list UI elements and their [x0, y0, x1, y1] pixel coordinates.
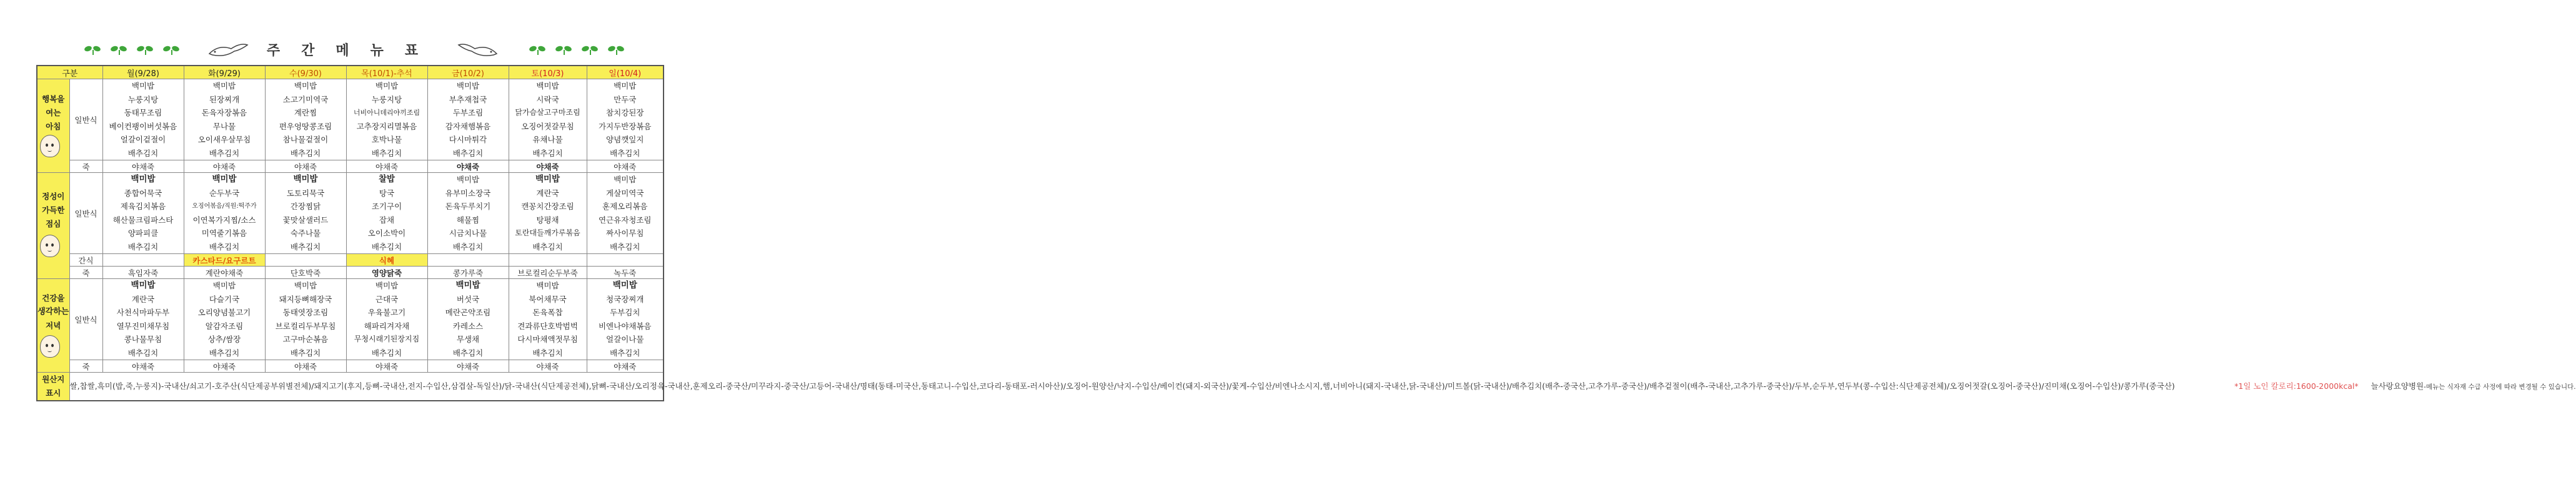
menu-item: 배추김치	[610, 348, 640, 358]
menu-item: 백미밥	[614, 175, 637, 184]
menu-item: 감자채햄볶음	[445, 121, 491, 131]
menu-item: 간장찜닭	[290, 202, 321, 211]
menu-item: 우육불고기	[367, 308, 406, 317]
juk-cell: 야채죽	[265, 160, 346, 173]
menu-item: 백미밥	[536, 81, 559, 91]
menu-item: 백미밥	[293, 174, 318, 184]
menu-item: 백미밥	[212, 81, 236, 91]
header-row	[37, 66, 664, 79]
juk-cell: 흑임자죽	[102, 267, 184, 279]
menu-item: 참나물겉절이	[282, 135, 329, 144]
menu-item: 배추김치	[610, 148, 640, 158]
menu-item: 순두부국	[209, 188, 240, 198]
snack-cell	[509, 254, 587, 267]
menu-item: 종합어묵국	[124, 188, 162, 198]
menu-item: 백미밥	[212, 174, 237, 184]
menu-item: 배추김치	[127, 348, 159, 358]
sprout-decoration-right	[529, 45, 626, 55]
menu-item: 오징어젓갈무침	[521, 121, 574, 131]
menu-item: 동태무조림	[124, 108, 162, 117]
menu-item: 계란국	[536, 188, 559, 198]
menu-item: 돼지등뼈해장국	[279, 294, 332, 304]
menu-item: 양념깻잎지	[606, 135, 644, 144]
menu-item: 배추김치	[610, 242, 640, 252]
menu-item: 백미밥	[455, 280, 480, 290]
lunch-snack-row	[37, 254, 664, 267]
day-header: 목(10/1)-추석	[346, 66, 427, 79]
juk-cell: 야채죽	[587, 360, 664, 373]
menu-item: 다시마튀각	[449, 135, 487, 144]
menu-item: 근대국	[375, 294, 399, 304]
snack-cell: 카스타드/요구르트	[184, 254, 265, 267]
menu-item: 콩나물무침	[124, 335, 162, 344]
menu-cell	[184, 279, 265, 360]
juk-cell: 야채죽	[102, 360, 184, 373]
meal-type-label: 일반식	[69, 79, 102, 160]
menu-cell	[265, 173, 346, 254]
menu-item: 배추김치	[209, 148, 240, 158]
menu-item: 오징어볶음/직원:떡주가	[192, 203, 257, 210]
menu-item: 계란국	[131, 294, 155, 304]
menu-item: 소고기미역국	[282, 94, 329, 104]
menu-item: 토란대들깨가루볶음	[515, 228, 580, 237]
menu-item: 캔꽁치간장조림	[521, 202, 574, 211]
menu-item: 오이소박이	[367, 228, 406, 238]
lunch-juk-row	[37, 267, 664, 279]
lunch-label: 정성이 가득한 점심	[37, 173, 69, 279]
menu-item: 참치강된장	[606, 108, 644, 117]
menu-item: 너비아니데리야끼조림	[353, 109, 420, 117]
menu-item: 누룽지탕	[127, 94, 159, 104]
menu-cell	[509, 173, 587, 254]
weekly-menu-table	[36, 65, 2576, 401]
menu-cell	[587, 79, 664, 160]
page-header	[0, 36, 700, 62]
menu-item: 백미밥	[614, 81, 637, 91]
menu-item: 계란찜	[294, 108, 317, 117]
menu-cell	[346, 279, 427, 360]
menu-cell	[509, 279, 587, 360]
menu-item: 사천식마파두부	[116, 308, 170, 317]
menu-cell	[102, 79, 184, 160]
menu-item: 백미밥	[536, 281, 559, 290]
menu-item: 오이새우살무침	[197, 135, 251, 144]
menu-item: 다슬기국	[209, 294, 240, 304]
menu-cell	[265, 79, 346, 160]
menu-item: 배추김치	[371, 242, 402, 252]
page-title: 주간메뉴표	[266, 43, 440, 59]
day-header: 금(10/2)	[427, 66, 509, 79]
snack-cell	[427, 254, 509, 267]
menu-item: 꽃맛살샐러드	[282, 215, 329, 225]
menu-item: 백미밥	[535, 174, 560, 184]
menu-cell	[184, 79, 265, 160]
menu-item: 닭가슴살고구마조림	[515, 108, 580, 117]
juk-cell: 콩가루죽	[427, 267, 509, 279]
menu-item: 양파피클	[127, 228, 159, 238]
menu-item: 얼갈이나물	[606, 335, 644, 344]
snack-label: 간식	[69, 254, 102, 267]
menu-item: 배추김치	[127, 148, 159, 158]
menu-cell	[427, 79, 509, 160]
category-header: 구분	[37, 66, 102, 79]
menu-cell	[346, 173, 427, 254]
juk-cell: 야채죽	[509, 360, 587, 373]
menu-item: 무나물	[212, 121, 236, 131]
breakfast-general-row	[37, 79, 664, 160]
menu-cell	[427, 173, 509, 254]
menu-item: 동태엿장조림	[282, 308, 329, 317]
menu-cell	[587, 173, 664, 254]
menu-item: 배추김치	[209, 242, 240, 252]
bird-icon	[206, 41, 250, 60]
menu-item: 도토리묵국	[286, 188, 325, 198]
juk-cell: 야채죽	[427, 160, 509, 173]
menu-item: 두부조림	[452, 108, 484, 117]
menu-item: 청국장찌개	[606, 294, 644, 304]
menu-item: 시락국	[536, 94, 559, 104]
menu-cell	[102, 173, 184, 254]
juk-cell: 야채죽	[427, 360, 509, 373]
menu-item: 조기구이	[371, 202, 402, 211]
menu-item: 배추김치	[127, 242, 159, 252]
menu-item: 견과류단호박범벅	[517, 321, 578, 331]
menu-item: 버섯국	[456, 294, 480, 304]
menu-item: 게살미역국	[606, 188, 644, 198]
juk-label: 죽	[69, 360, 102, 373]
juk-cell: 야채죽	[184, 360, 265, 373]
menu-cell	[102, 279, 184, 360]
menu-item: 얼갈이겉절이	[120, 135, 166, 144]
juk-cell: 영양닭죽	[346, 267, 427, 279]
snack-cell	[102, 254, 184, 267]
menu-item: 배추김치	[532, 242, 563, 252]
menu-item: 고구마순볶음	[282, 335, 329, 344]
menu-item: 백미밥	[456, 175, 480, 184]
menu-item: 호박나물	[371, 135, 402, 144]
menu-item: 두부김치	[610, 308, 640, 317]
menu-item: 백미밥	[294, 281, 317, 290]
menu-item: 만두국	[614, 94, 637, 104]
menu-item: 브로컬리두부무침	[275, 321, 336, 331]
juk-label: 죽	[69, 267, 102, 279]
menu-item: 탕국	[379, 188, 395, 198]
menu-cell	[427, 279, 509, 360]
sprout-decoration-left	[84, 45, 181, 55]
juk-cell: 야채죽	[587, 160, 664, 173]
origin-label: 원산지 표시	[37, 373, 69, 401]
menu-item: 배추김치	[290, 348, 321, 358]
breakfast-juk-row	[37, 160, 664, 173]
juk-cell: 단호박죽	[265, 267, 346, 279]
menu-item: 된장찌개	[209, 94, 240, 104]
change-notice: -메뉴는 식자재 수급 사정에 따라 변경될 수 있습니다.	[2424, 383, 2576, 391]
menu-item: 배추김치	[452, 348, 484, 358]
juk-cell: 야채죽	[184, 160, 265, 173]
menu-item: 백미밥	[131, 174, 156, 184]
menu-item: 배추김치	[209, 348, 240, 358]
character-face-icon	[40, 135, 60, 157]
day-header: 화(9/29)	[184, 66, 265, 79]
menu-item: 배추김치	[452, 242, 484, 252]
menu-item: 해파리겨자채	[364, 321, 410, 331]
menu-item: 열무진미채무침	[116, 321, 170, 331]
menu-item: 북어채무국	[529, 294, 567, 304]
menu-item: 미역줄기볶음	[201, 228, 247, 238]
menu-item: 무청시래기된장지짐	[354, 335, 420, 343]
menu-item: 배추김치	[290, 148, 321, 158]
menu-item: 다시마채액젓무침	[517, 335, 578, 344]
menu-cell	[346, 79, 427, 160]
menu-item: 돈육자장볶음	[201, 108, 247, 117]
snack-cell	[265, 254, 346, 267]
origin-text-cell	[69, 373, 2576, 401]
juk-label: 죽	[69, 160, 102, 173]
menu-item: 백미밥	[131, 280, 156, 290]
calorie-note: *1일 노인 칼로리:1600-2000kcal*	[2234, 381, 2359, 391]
menu-item: 비엔나야채볶음	[598, 321, 652, 331]
menu-item: 카레소스	[452, 321, 484, 331]
menu-item: 짜사이무침	[606, 228, 644, 238]
menu-item: 배추김치	[290, 242, 321, 252]
menu-item: 해물찜	[456, 215, 480, 225]
menu-item: 편우엉땅콩조림	[279, 121, 332, 131]
origin-row	[37, 373, 664, 401]
dinner-label: 건강을 생각하는 저녁	[37, 279, 69, 373]
menu-item: 숙주나물	[290, 228, 321, 238]
menu-item: 무생채	[456, 335, 480, 344]
menu-item: 백미밥	[375, 81, 399, 91]
menu-item: 알감자조림	[205, 321, 244, 331]
menu-item: 제육김치볶음	[120, 202, 166, 211]
menu-item: 백미밥	[456, 81, 480, 91]
menu-item: 배추김치	[532, 348, 563, 358]
snack-cell	[587, 254, 664, 267]
breakfast-label: 행복을 여는 아침	[37, 79, 69, 173]
menu-item: 고추장지리멸볶음	[356, 121, 417, 131]
menu-item: 베이컨팽이버섯볶음	[109, 121, 177, 131]
menu-item: 시금치나물	[449, 228, 487, 238]
menu-item: 메란곤약조림	[445, 308, 491, 317]
juk-cell: 야채죽	[265, 360, 346, 373]
origin-text: 쌀,찹쌀,흑미(밥,죽,누룽지)-국내산/쇠고기-호주산(식단제공부위별전체)/돼지고기(후지,등뼈-국내산,전지-수입산,삼겹살-독일산)/닭-국내산(식단제공전체),닭뼈-국내산/오리정육-국내산,훈제오리-중국산/미꾸라지-중국산/고등어-국내산/명태(동태-미국산,동태고니-수입산,코다리-동태포-러시아산)/오징어-원양산/낙지-수입산/베이컨(돼지-외국산)/꽃게-수입산/비엔나소시지,햄,너비아니(돼지-국내산,닭-국내산)/미트볼(닭-국내산)/배추김치(배추-중국산,고추가루-중국산)/배추겉절이(배추-국내산,고추가루-중국산)/두부,순두부,연두부(콩-수입산:식단제공전체)/오징어젓갈(오징어-중국산)/진미채(오징어-수입산)/콩가루(중국산)	[69, 381, 2175, 391]
bird-icon	[456, 41, 500, 60]
juk-cell: 계란야채죽	[184, 267, 265, 279]
menu-cell	[587, 279, 664, 360]
menu-cell	[509, 79, 587, 160]
character-face-icon	[40, 335, 60, 358]
dinner-general-row	[37, 279, 664, 360]
menu-cell	[265, 279, 346, 360]
day-header: 일(10/4)	[587, 66, 664, 79]
juk-cell: 야채죽	[346, 360, 427, 373]
menu-item: 오리양념불고기	[197, 308, 251, 317]
menu-item: 해산물크림파스타	[112, 215, 174, 225]
day-header: 수(9/30)	[265, 66, 346, 79]
menu-item: 백미밥	[212, 281, 236, 290]
juk-cell: 야채죽	[102, 160, 184, 173]
meal-type-label: 일반식	[69, 279, 102, 360]
menu-item: 백미밥	[375, 281, 399, 290]
day-header: 월(9/28)	[102, 66, 184, 79]
juk-cell: 야채죽	[346, 160, 427, 173]
menu-item: 배추김치	[371, 148, 402, 158]
menu-item: 돈육두루치기	[445, 202, 491, 211]
hospital-name: 늘사랑요양병원	[2370, 381, 2424, 391]
menu-item: 연근유자청조림	[598, 215, 652, 225]
menu-item: 이연복가지찜/소스	[192, 215, 256, 225]
menu-item: 훈제오리볶음	[602, 202, 648, 211]
menu-item: 유부미소장국	[445, 188, 491, 198]
menu-item: 누룽지탕	[371, 94, 402, 104]
day-header: 토(10/3)	[509, 66, 587, 79]
menu-item: 돈육폭찹	[532, 308, 563, 317]
menu-item: 유채나물	[532, 135, 563, 144]
menu-cell	[184, 173, 265, 254]
menu-item: 백미밥	[131, 81, 155, 91]
menu-item: 상추/쌈장	[207, 335, 241, 344]
menu-item: 잡채	[379, 215, 395, 225]
menu-item: 탕평채	[536, 215, 559, 225]
menu-item: 배추김치	[532, 148, 563, 158]
meal-type-label: 일반식	[69, 173, 102, 254]
character-face-icon	[40, 235, 60, 257]
menu-item: 백미밥	[612, 280, 637, 290]
juk-cell: 브로컬리순두부죽	[509, 267, 587, 279]
menu-item: 배추김치	[452, 148, 484, 158]
menu-item: 찰밥	[378, 174, 395, 184]
juk-cell: 야채죽	[509, 160, 587, 173]
menu-item: 가지두반장볶음	[598, 121, 652, 131]
dinner-juk-row	[37, 360, 664, 373]
lunch-general-row	[37, 173, 664, 254]
snack-cell: 식혜	[346, 254, 427, 267]
menu-item: 백미밥	[294, 81, 317, 91]
juk-cell: 녹두죽	[587, 267, 664, 279]
menu-item: 부추재첩국	[449, 94, 487, 104]
menu-item: 배추김치	[371, 348, 402, 358]
